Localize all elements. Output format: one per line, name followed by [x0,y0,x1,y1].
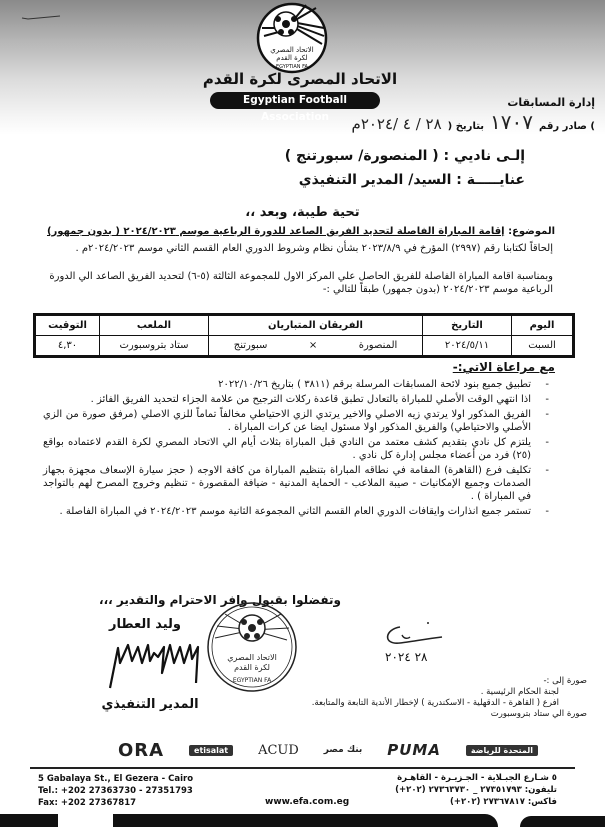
sponsor-acud: ACUD [258,742,299,758]
cell-day: السبت [512,336,574,357]
copy-recipient: صورة الي ستاد بتروسبورت [490,709,587,719]
fax-line: Fax: +202 27367817 [38,798,137,808]
date-value: ٢٨ / ٤ /٢٠٢٤م [351,115,442,133]
col-stadium: الملعب [100,315,209,336]
svg-text:EGYPTIAN FA: EGYPTIAN FA [276,64,308,70]
list-item: - يلتزم كل نادي بتقديم كشف معتمد من النادي قبل المباراة بثلاث أيام الي الاتحاد المصري لكرة القدم لاعتماده بواقع (٢٥) فرد من أعضاء مجلس إدارة كل نادي . [43,436,553,462]
pen-mark [20,12,70,22]
table-row [35,336,574,357]
list-item: - الفريق المذكور اولا يرتدي زيه الاصلي والاخير يرتدي الزي الاحتياطي مخالفاً تماماً للزي الاصلي (مرفق صورة من الزي الأصلي والاحتياطي) والفريق المذكور اولا مسئول ايضا عن كرات المباراة . [43,408,553,434]
org-name-english: Egyptian Football Association [210,92,380,109]
col-date: التاريخ [423,315,512,336]
official-stamp-icon [205,600,300,695]
svg-text:الاتحاد المصري: الاتحاد المصري [227,653,277,662]
sponsor-etisalat: etisalat [189,745,233,756]
col-day: اليوم [512,315,574,336]
telephone-line-ar: تليفون: ٢٧٣٥١٧٩٣ _ ٢٧٣٦٣٧٣٠ (٢٠٢+) [395,785,557,795]
initials-signature [380,617,450,652]
address-line: 5 Gabalaya St., El Gezera - Cairo [38,774,194,784]
svg-text:الاتحاد المصري: الاتحاد المصري [270,46,314,54]
closing-line: وتفضلوا بقبول وافر الاحترام والتقدير ،،، [99,593,341,607]
sponsor-ora: ORA [118,739,165,761]
copies-to [311,676,587,720]
date-label: ) بتاريخ [447,121,485,132]
reference-line [352,110,595,134]
table-header-row [35,315,574,336]
sponsor-banque-misr: بنك مصر [323,745,363,755]
cell-teams [209,336,423,357]
paragraph-reference: إلحاقاً لكتابنا رقم (٢٩٩٧) المؤرخ في ٢٠٢٣/٨/٩ بشأن نظام وشروط الدوري العام القسم الثاني موسم ٢٠٢٤/٢٠٢٣م . [75,243,553,254]
list-item: - اذا انتهي الوقت الأصلي للمباراة بالتعادل تطبق قاعدة ركلات الترجيح من علامة الجزاء لتحديد الفريق الفائز . [43,393,553,406]
department-title: إدارة المسابقات [507,96,595,109]
org-name-arabic: الاتحاد المصرى لكرة القدم [202,70,398,88]
subject-label: الموضوع: [508,226,555,237]
svg-text:لكرة القدم: لكرة القدم [234,663,270,672]
match-schedule-table [33,313,575,358]
copy-recipient: افرع ( القاهرة - الدقهلية - الاسكندرية ) لإخطار الأندية التابعة والمتابعة. [311,698,559,708]
telephone-line: Tel.: +202 27363730 - 27351793 [38,786,193,796]
copies-label: صورة إلى :- [543,676,587,686]
col-time: التوقيت [35,315,100,336]
svg-text:EGYPTIAN FA: EGYPTIAN FA [232,677,272,684]
handwritten-signature [100,633,210,693]
paragraph-occasion: وبمناسبة اقامة المباراة الفاصلة للفريق الحاصل علي المركز الاول للمجموعة الثالثة (٥-٦) لتحديد الفريق الصاعد الي الدورة الرباعية موسم ٢٠٢٤/٢٠٢٣ (بدون جمهور) طبقاً للتالي :- [49,271,553,295]
copy-recipient: لجنة الحكام الرئيسية . [480,687,559,697]
footer-divider [30,767,575,769]
attention-line: عنايـــــة : السيد/ المدير التنفيذي [298,172,525,188]
signer-title: المدير التنفيذي [101,697,199,712]
sponsor-puma: PUMA [387,741,441,759]
subject-text: إقامة المباراة الفاصلة لتحديد الفريق الصاعد للدورة الرباعية موسم ٢٠٢٤/٢٠٢٣ ( بدون جمهور) [46,226,505,237]
initials-date: ٢٨ ٢٠٢٤ [385,650,428,664]
footer-band [0,814,58,827]
signer-name: وليد العطار [108,617,181,632]
notes-title: مع مراعاة الاتي:- [452,360,555,374]
svg-text:لكرة القدم: لكرة القدم [276,54,308,62]
footer-band [113,814,498,827]
team-away: سبورتنج [233,340,268,351]
sponsor-united-sports: المتحدة للرياضة [466,745,538,756]
cell-date: ٢٠٢٤/٥/١١ [423,336,512,357]
greeting: تحية طيبة، وبعد ،، [245,205,360,220]
website-link[interactable]: www.efa.com.eg [265,797,350,807]
col-teams: الفريقان المتباريان [209,315,423,336]
efa-logo-icon [256,2,328,74]
footer-address-arabic [395,772,557,808]
ref-number: ١٧٠٧ [490,110,533,134]
recipient-line: إلـى نادیي : ( المنصورة/ سبورتنج ) [284,148,525,164]
footer-address-english [38,773,193,809]
list-item: - تستمر جميع انذارات وايقافات الدوري العام القسم الثاني المجموعة الثانية موسم ٢٠٢٤/٢٠٢٣ في المباراة الفاصلة . [43,505,553,518]
address-line-ar: ٥ شـارع الجبـلاية - الجـزيـرة - القاهـرة [397,773,557,783]
notes-list [43,378,553,520]
sponsors-bar [118,737,538,763]
fax-line-ar: فاكس: ٢٧٣٦٧٨١٧ (٢٠٢+) [449,797,557,807]
cell-time: ٤,٣٠ [35,336,100,357]
ref-label: صادر رقم ( [539,121,595,132]
subject-line [35,226,555,237]
versus-mark: × [308,340,318,351]
team-home: المنصورة [358,340,398,351]
footer-band [520,816,605,827]
cell-stadium: ستاد بتروسبورت [100,336,209,357]
list-item: - تطبيق جميع بنود لائحة المسابقات المرسلة برقم (٣٨١١ ) بتاريخ ٢٠٢٢/١٠/٢٦ [43,378,553,391]
list-item: - تكليف فرع (القاهرة) المقامة في نطاقه المباراة بتنظيم المباراة من كافة الاوجه ( حجز سيارة الإسعاف مجهزة بجهاز الصدمات وجميع الإمكانيات - صيبة الملاعب - الحماية المدنية - ضيافة المقصورة - تنظيم وخروج المصرح لهم بالتواجد في المباراة ) . [43,464,553,503]
